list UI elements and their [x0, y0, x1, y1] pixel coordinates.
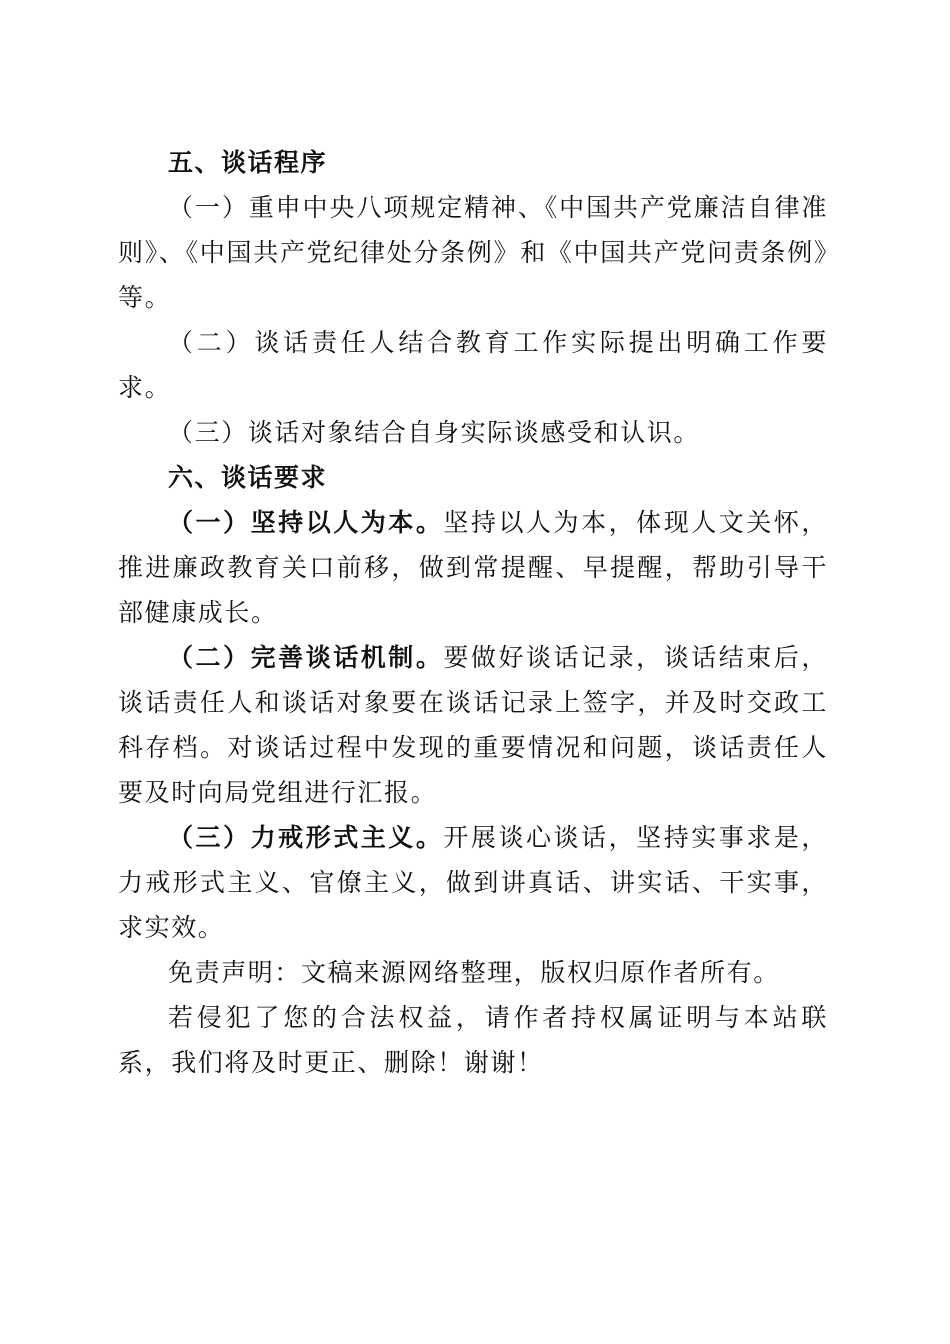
procedure-item-1: （一）重申中央八项规定精神、《中国共产党廉洁自律准则》、《中国共产党纪律处分条例》和《中国共产党问责条例》等。 — [118, 193, 828, 312]
disclaimer-line-1: 免责声明：文稿来源网络整理，版权归原作者所有。 — [168, 958, 780, 987]
requirement-item-2-text: 要做好谈话记录，谈话结束后，谈话责任人和谈话对象要在谈话记录上签字，并及时交政工科存档。对谈话过程中发现的重要情况和问题，谈话责任人要及时向局党组进行汇报。 — [118, 643, 828, 807]
requirement-item-3 — [118, 815, 828, 950]
requirement-item-1-lead: （一）坚持以人为本。 — [168, 508, 444, 537]
disclaimer-line-2: 若侵犯了您的合法权益，请作者持权属证明与本站联系，我们将及时更正、删除！谢谢！ — [118, 1003, 828, 1077]
document-body — [118, 140, 828, 1085]
requirement-item-1-text: 坚持以人为本，体现人文关怀，推进廉政教育关口前移，做到常提醒、早提醒，帮助引导干部健康成长。 — [118, 508, 828, 627]
requirement-item-3-text: 开展谈心谈话，坚持实事求是，力戒形式主义、官僚主义，做到讲真话、讲实话、干实事，求实效。 — [118, 823, 828, 942]
requirement-item-2-lead: （二）完善谈话机制。 — [168, 643, 444, 672]
section-heading-requirements: 六、谈话要求 — [168, 463, 328, 492]
procedure-item-3: （三）谈话对象结合自身实际谈感受和认识。 — [168, 418, 701, 447]
procedure-item-2: （二）谈话责任人结合教育工作实际提出明确工作要求。 — [118, 328, 828, 402]
requirement-item-3-lead: （三）力戒形式主义。 — [168, 823, 444, 852]
section-heading-procedure: 五、谈话程序 — [168, 148, 328, 177]
requirement-item-2 — [118, 635, 828, 815]
requirement-item-1 — [118, 500, 828, 635]
